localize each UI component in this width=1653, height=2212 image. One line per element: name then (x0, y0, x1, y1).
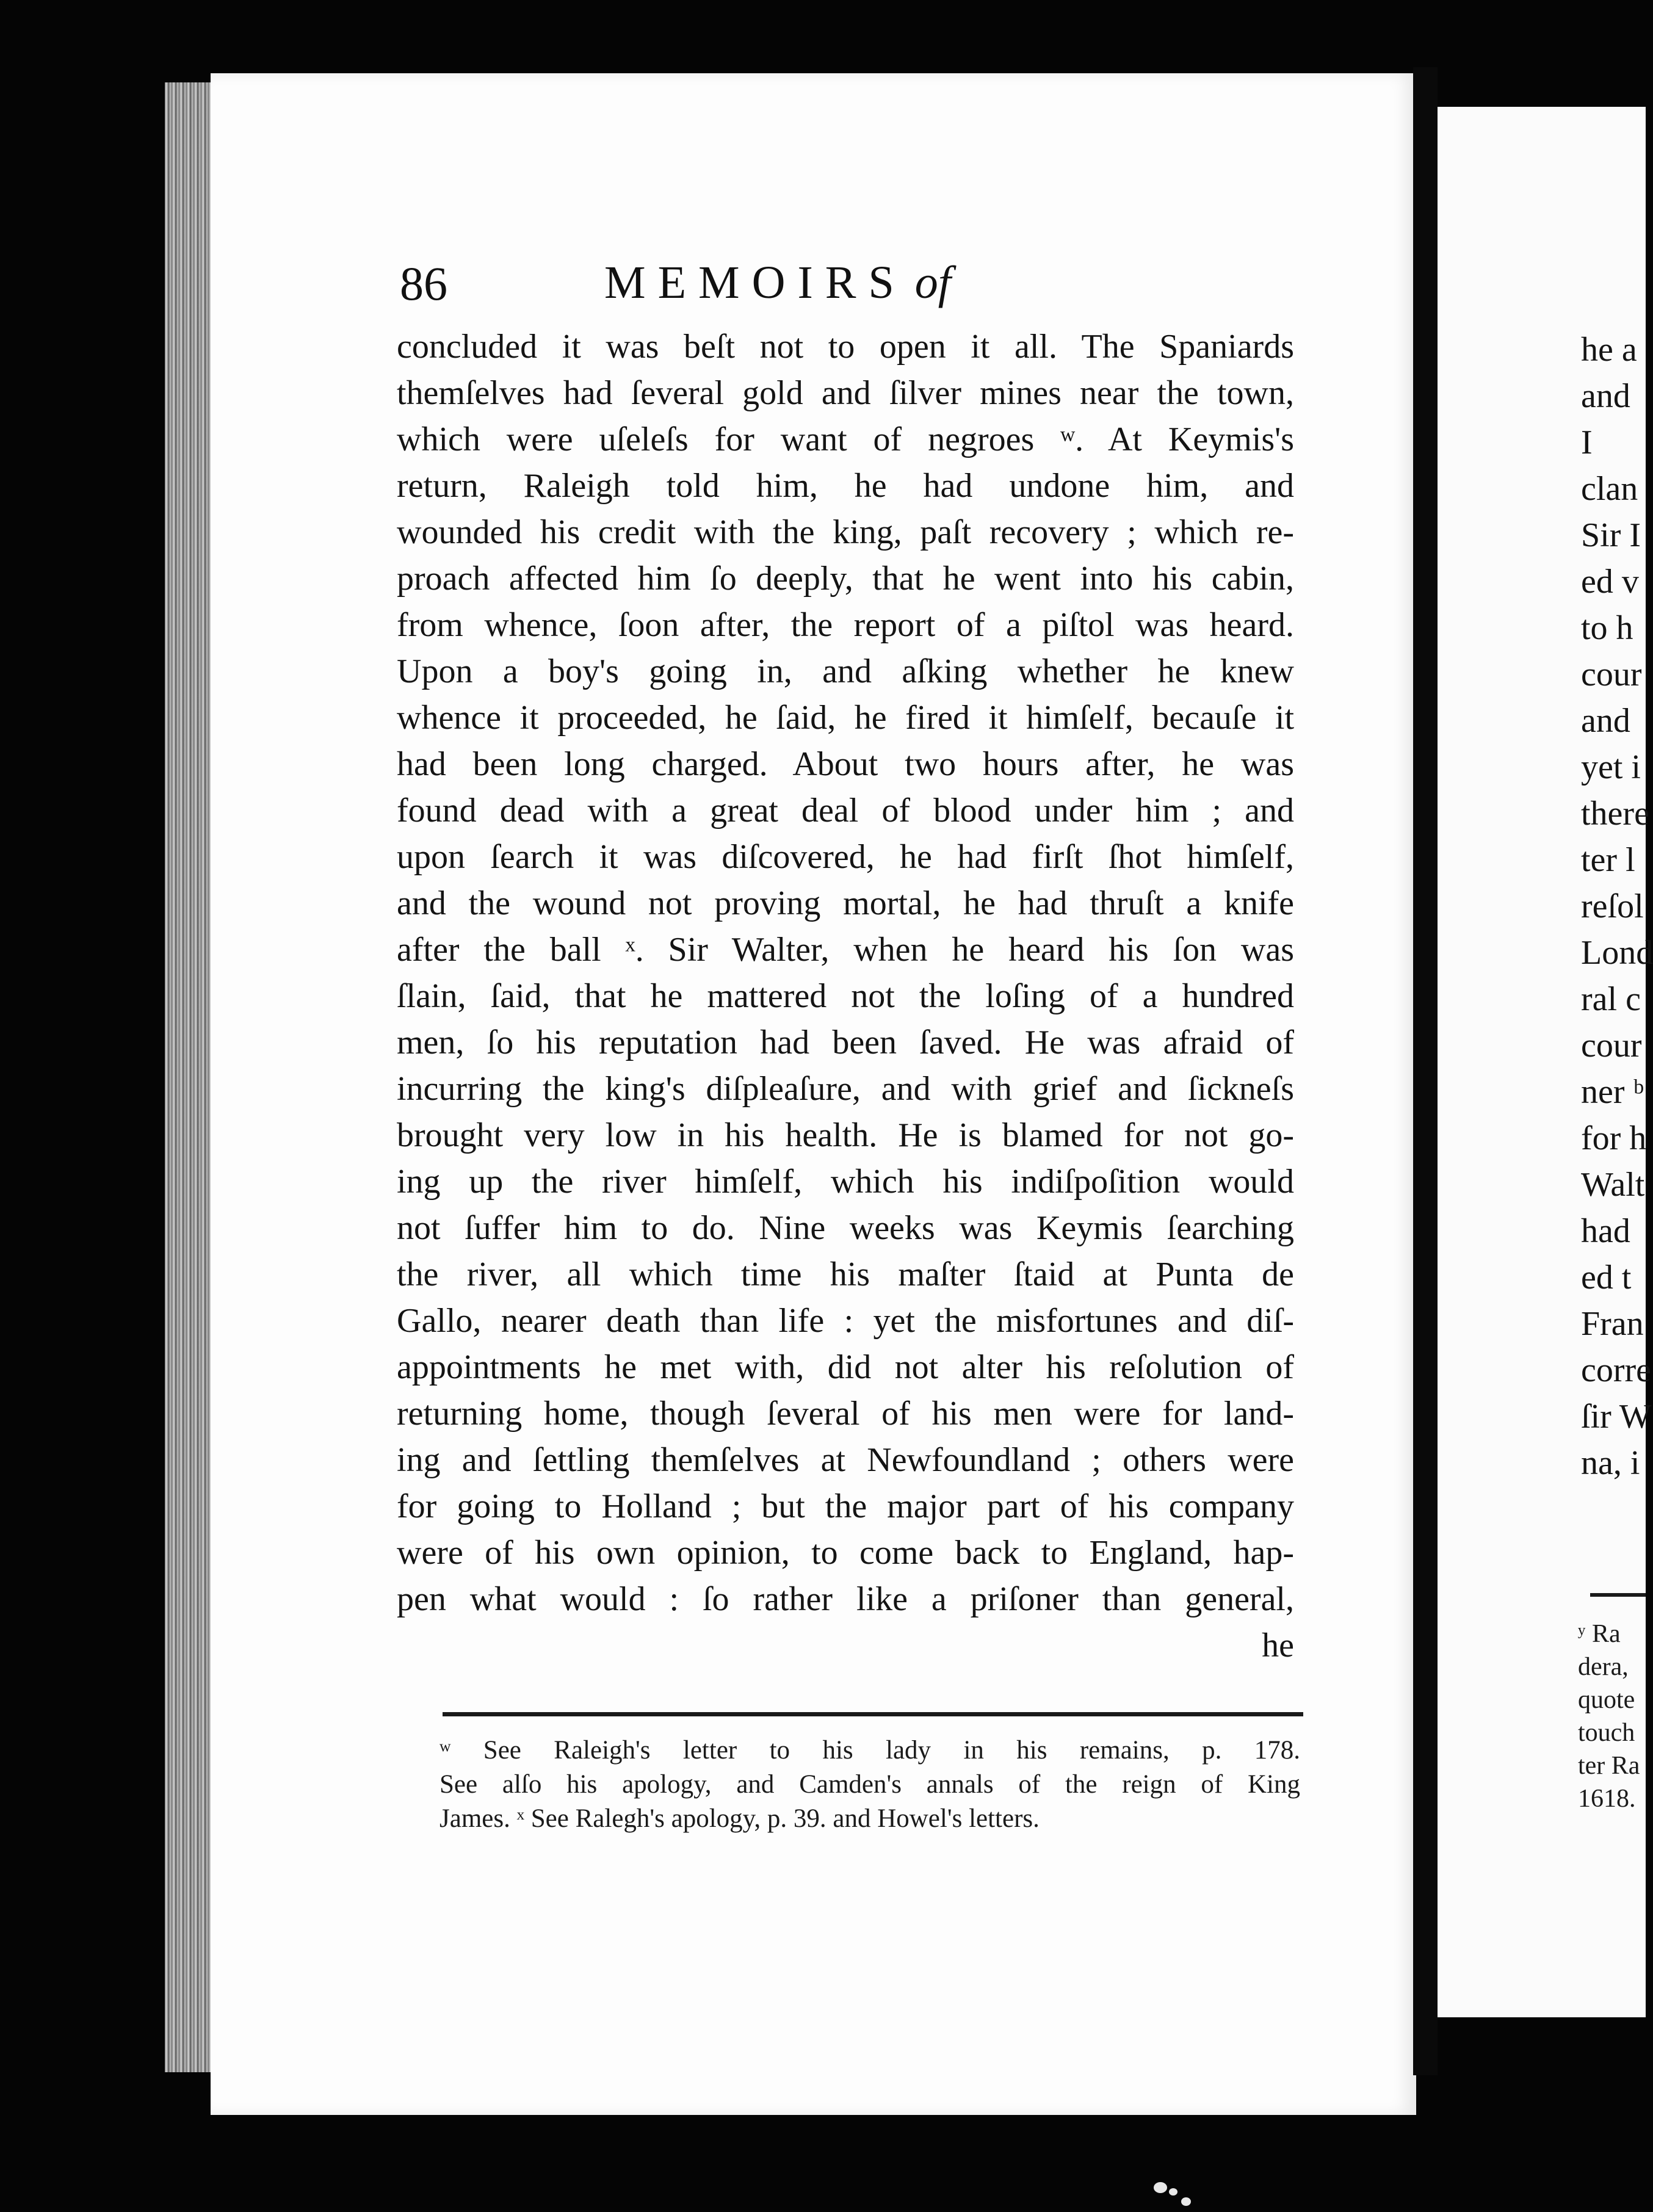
body-line: upon ſearch it was diſcovered, he had firſt ſhot himſelf, (397, 838, 1294, 876)
body-line: after the ball ˣ. Sir Walter, when he heard his ſon was (397, 931, 1294, 969)
facing-page-line: ner ᵇ (1581, 1073, 1644, 1111)
facing-page-line: Walt (1581, 1166, 1645, 1204)
running-title-main: MEMOIRS (604, 257, 906, 308)
facing-page-line: I (1581, 424, 1593, 461)
facing-page-line: cour (1581, 1027, 1642, 1064)
running-title-suffix: of (914, 257, 951, 308)
footnote-rule (443, 1712, 1303, 1716)
body-line: incurring the king's diſpleaſure, and with grief and ſickneſs (397, 1070, 1294, 1108)
scan-speck (1154, 2182, 1167, 2193)
facing-page-line: na, i (1581, 1444, 1640, 1482)
body-line: return, Raleigh told him, he had undone him, and (397, 467, 1294, 505)
facing-page-note-line: quote (1578, 1686, 1635, 1714)
body-text (397, 323, 1294, 1669)
facing-page-line: ter l (1581, 841, 1635, 879)
facing-page-line: Sir I (1581, 516, 1641, 554)
book-fore-edge (165, 82, 214, 2072)
body-line: the river, all which time his maſter ſtaid at Punta de (397, 1256, 1294, 1293)
facing-page-line: ſir W (1581, 1398, 1652, 1436)
facing-page-line: yet i (1581, 748, 1641, 786)
facing-page-line: ed t (1581, 1259, 1632, 1296)
footnote-line: James. ˣ See Ralegh's apology, p. 39. and Howel's letters. (439, 1804, 1040, 1833)
body-line: ing and ſettling themſelves at Newfoundland ; others were (397, 1441, 1294, 1479)
body-line: which were uſeleſs for want of negroes ʷ. At Keymis's (397, 421, 1294, 458)
page-number: 86 (400, 257, 447, 310)
body-line: Gallo, nearer death than life : yet the misfortunes and diſ- (397, 1302, 1294, 1340)
facing-page-line: ral c (1581, 980, 1641, 1018)
facing-page-note-line: ʸ Ra (1578, 1620, 1621, 1648)
body-line: concluded it was beſt not to open it all. The Spaniards (397, 328, 1294, 366)
book-gutter (1413, 67, 1438, 2075)
body-line: ſlain, ſaid, that he mattered not the loſing of a hundred (397, 977, 1294, 1015)
facing-page-footnote-rule (1590, 1593, 1646, 1597)
body-line: Upon a boy's going in, and aſking whether he knew (397, 652, 1294, 690)
footnote-line: ʷ See Raleigh's letter to his lady in his remains, p. 178. (439, 1736, 1300, 1765)
body-line: pen what would : ſo rather like a priſoner than general, (397, 1580, 1294, 1618)
facing-page-line: cour (1581, 656, 1642, 693)
running-title (604, 256, 951, 309)
body-line: brought very low in his health. He is blamed for not go- (397, 1116, 1294, 1154)
facing-page-note-line: dera, (1578, 1653, 1629, 1681)
body-line: themſelves had ſeveral gold and ſilver mines near the town, (397, 374, 1294, 412)
body-line: returning home, though ſeveral of his men were for land- (397, 1395, 1294, 1433)
body-line: for going to Holland ; but the major part of his company (397, 1487, 1294, 1525)
facing-page-line: and (1581, 702, 1630, 740)
facing-page-line: he a (1581, 331, 1637, 369)
scan-speck (1181, 2197, 1191, 2206)
footnote-line: See alſo his apology, and Camden's annals of the reign of King (439, 1770, 1300, 1799)
body-line: whence it proceeded, he ſaid, he fired it himſelf, becauſe it (397, 699, 1294, 737)
facing-page-line: there (1581, 795, 1649, 833)
facing-page-line: for h (1581, 1119, 1647, 1157)
body-line: wounded his credit with the king, paſt recovery ; which re- (397, 513, 1294, 551)
facing-page-line: Fran (1581, 1305, 1644, 1343)
facing-page-line: reſol (1581, 887, 1644, 925)
body-line: proach affected him ſo deeply, that he went into his cabin, (397, 560, 1294, 598)
facing-page-note-line: 1618. (1578, 1785, 1636, 1813)
facing-page-line: clan (1581, 470, 1638, 508)
facing-page-line: had (1581, 1212, 1630, 1250)
body-line: men, ſo his reputation had been ſaved. He was afraid of (397, 1024, 1294, 1061)
facing-page-footnotes (1578, 1617, 1646, 1815)
facing-page-text (1581, 327, 1653, 1486)
body-line: found dead with a great deal of blood under him ; and (397, 792, 1294, 830)
facing-page-note-line: touch (1578, 1719, 1635, 1747)
facing-page-line: ed v (1581, 563, 1639, 601)
body-line: had been long charged. About two hours after, he was (397, 745, 1294, 783)
body-line: and the wound not proving mortal, he had thruſt a knife (397, 884, 1294, 922)
facing-page-line: corre (1581, 1351, 1652, 1389)
facing-page-line: to h (1581, 609, 1633, 647)
body-line: were of his own opinion, to come back to England, hap- (397, 1534, 1294, 1572)
body-line: not ſuffer him to do. Nine weeks was Keymis ſearching (397, 1209, 1294, 1247)
facing-page-line: and (1581, 377, 1630, 415)
body-line: he (1262, 1627, 1294, 1664)
body-line: appointments he met with, did not alter his reſolution of (397, 1348, 1294, 1386)
facing-page-note-line: ter Ra (1578, 1752, 1640, 1780)
body-line: ing up the river himſelf, which his indiſpoſition would (397, 1163, 1294, 1201)
footnotes (439, 1733, 1300, 1836)
body-line: from whence, ſoon after, the report of a piſtol was heard. (397, 606, 1294, 644)
facing-page-line: Lond (1581, 934, 1653, 972)
scan-speck (1169, 2188, 1177, 2196)
